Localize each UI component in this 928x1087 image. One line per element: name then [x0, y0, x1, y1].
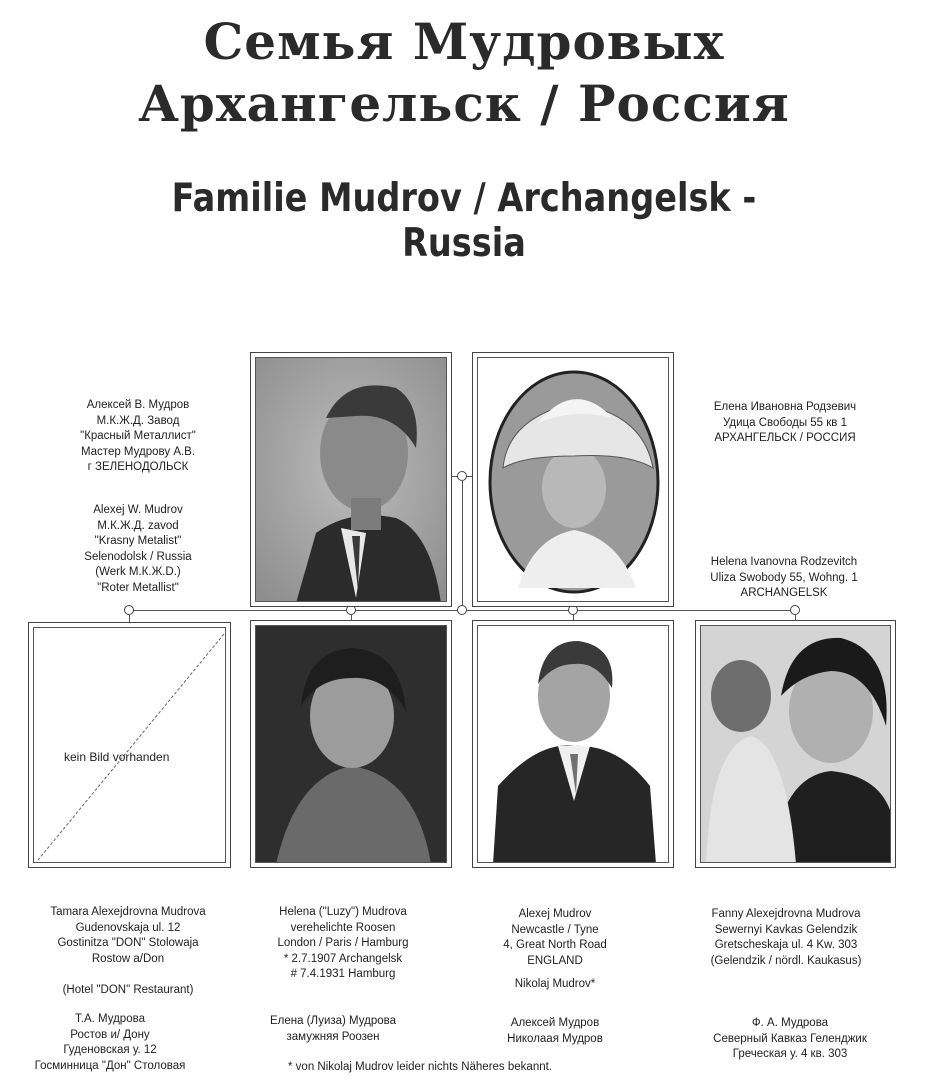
text-line: Северный Кавказ Геленджик	[713, 1032, 867, 1045]
text-line: Uliza Swobody 55, Wohng. 1	[710, 571, 858, 584]
text-line: (Hotel "DON" Restaurant)	[62, 983, 194, 996]
text-line: Nikolaj Mudrov*	[514, 978, 596, 990]
helena-portrait	[250, 620, 452, 868]
fanny-info-russian	[700, 1016, 880, 1063]
child-node-fanny	[790, 605, 800, 615]
title-russian-family: Семья Мудровых	[203, 12, 725, 71]
text-line: Sewernyi Kavkas Gelendzik	[714, 923, 858, 936]
fanny-info-german	[696, 907, 876, 969]
mother-info-russian	[700, 400, 870, 447]
text-line: Николаая Мудров	[507, 1032, 603, 1045]
text-line: Алексей Мудров	[510, 1017, 600, 1029]
text-line: Ростов и/ Дону	[70, 1028, 150, 1041]
tamara-info-german	[28, 905, 228, 998]
text-line: Helena Ivanovna Rodzevitch	[710, 556, 858, 568]
children-center-node	[457, 605, 467, 615]
alexej-info-german	[480, 907, 630, 993]
father-info-russian	[58, 398, 218, 476]
text-line: Гуденовская у. 12	[63, 1044, 157, 1056]
text-line: Елена Ивановна Родзевич	[713, 401, 857, 413]
text-line: "Krasny Metalist"	[94, 535, 182, 547]
child-node-tamara	[124, 605, 134, 615]
text-line: Gudenovskaja ul. 12	[75, 921, 181, 934]
father-info-german	[58, 503, 218, 596]
text-line: Греческая у. 4 кв. 303	[732, 1048, 848, 1060]
text-line: (Werk М.К.Ж.D.)	[95, 566, 181, 578]
mother-portrait	[472, 352, 674, 607]
father-portrait	[250, 352, 452, 607]
mother-info-german	[694, 555, 874, 602]
text-line: (Gelendzik / nördl. Kaukasus)	[710, 954, 862, 967]
text-line: г ЗЕЛЕНОДОЛЬСК	[87, 461, 189, 473]
text-line: * 2.7.1907 Archangelsk	[283, 952, 403, 965]
text-line: verehelichte Roosen	[290, 921, 396, 934]
text-line: ARCHANGELSK	[740, 587, 828, 599]
text-line: Елена (Луиза) Мудрова	[269, 1015, 397, 1027]
text-line: Удица Свободы 55 кв 1	[722, 416, 848, 429]
text-line: Мастер Мудрову А.В.	[80, 445, 196, 458]
text-line: Newcastle / Tyne	[511, 923, 599, 936]
text-line: ENGLAND	[527, 954, 583, 967]
no-image-label: kein Bild vorhanden	[64, 750, 170, 764]
text-line	[480, 969, 630, 977]
helena-info-german	[258, 905, 428, 983]
text-line: London / Paris / Hamburg	[277, 937, 409, 949]
text-line: Selenodolsk / Russia	[84, 550, 192, 563]
alexej-info-russian	[480, 1016, 630, 1047]
text-line: Alexej W. Mudrov	[93, 504, 183, 516]
text-line: Helena ("Luzy") Mudrova	[279, 906, 407, 918]
text-line	[28, 967, 228, 983]
text-line: замужняя Роозен	[286, 1030, 380, 1043]
fanny-portrait	[695, 620, 896, 868]
text-line: Алексей В. Мудров	[86, 399, 190, 411]
text-line: Alexej Mudrov	[518, 908, 592, 920]
text-line: Ф. А. Мудрова	[751, 1017, 829, 1029]
tamara-no-image-frame	[28, 622, 231, 868]
parents-to-children-line	[462, 481, 463, 609]
tamara-info-russian	[20, 1012, 200, 1074]
parents-marriage-node	[457, 471, 467, 481]
text-line: Т.А. Мудрова	[75, 1013, 145, 1025]
helena-info-russian	[258, 1014, 408, 1045]
text-line: 4, Great North Road	[503, 939, 607, 951]
text-line: М.К.Ж.Д. Завод	[96, 414, 180, 427]
text-line: # 7.4.1931 Hamburg	[290, 968, 396, 980]
text-line: Tamara Alexejdrovna Mudrova	[50, 906, 206, 918]
title-german: Familie Mudrov / Archangelsk - Russia	[171, 176, 757, 266]
text-line: "Roter Metallist"	[97, 581, 179, 594]
footnote: * von Nikolaj Mudrov leider nichts Näheres bekannt.	[288, 1061, 552, 1073]
text-line: Gretscheskaja ul. 4 Kw. 303	[714, 939, 858, 951]
text-line: Госминница "Дон" Столовая	[34, 1059, 186, 1072]
text-line: М.К.Ж.Д. zavod	[97, 519, 179, 532]
text-line: Rostow a/Don	[91, 952, 165, 965]
title-russian-city: Архангельск / Россия	[138, 74, 790, 133]
text-line: АРХАНГЕЛЬСК / РОССИЯ	[714, 432, 856, 444]
text-line: "Красный Металлист"	[80, 430, 196, 442]
text-line: Fanny Alexejdrovna Mudrova	[711, 908, 861, 920]
text-line: Gostinitza "DON" Stolowaja	[57, 937, 199, 949]
alexej-portrait	[472, 620, 674, 868]
